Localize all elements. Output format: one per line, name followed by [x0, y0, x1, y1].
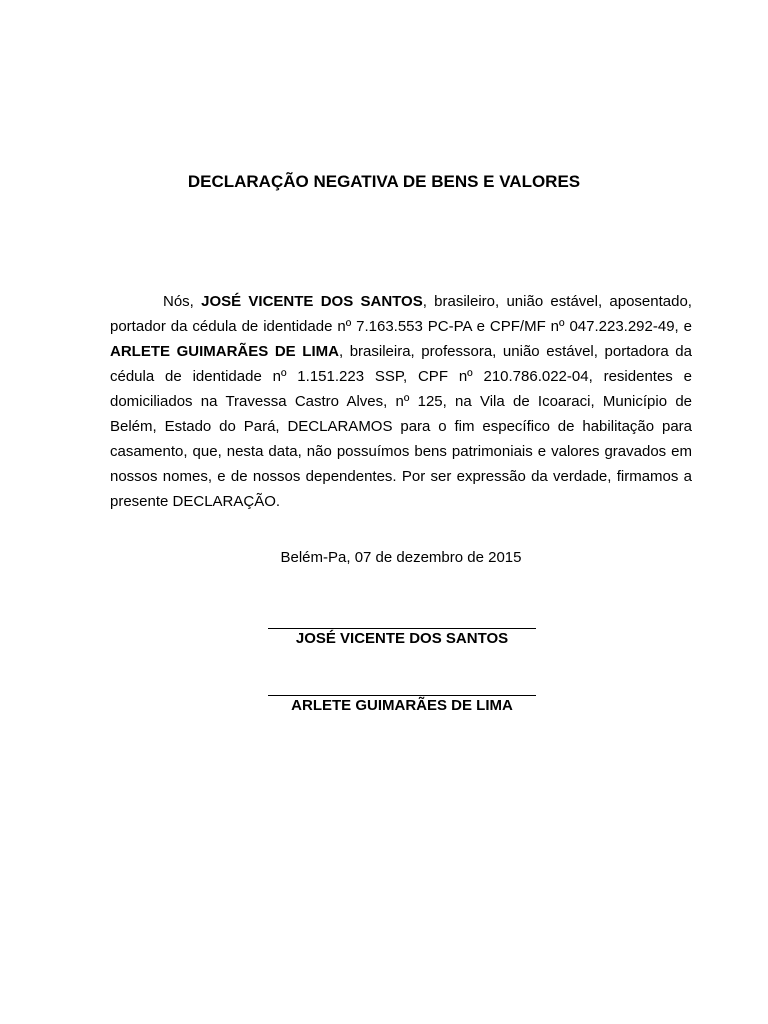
- signature-line: [268, 628, 536, 629]
- paragraph-text-3: , brasileira, professora, união estável, portadora da cédula de identidade nº 1.151.223 SSP, CPF nº 210.786.022-04, residentes e domiciliados na Travessa Castro Alves, nº 125, na Vila de Icoaraci, Município de Belém, Estado do Pará, DECLARAMOS para o fim específico de habilitação para casamento, que, nesta data, não possuímos bens patrimoniais e valores gravados em nossos nomes, e de nossos dependentes. Por ser expressão da verdade, firmamos a presente DECLARAÇÃO.: [110, 343, 692, 510]
- paragraph-text-1: Nós,: [163, 293, 202, 310]
- declarant-name-1: JOSÉ VICENTE DOS SANTOS: [201, 293, 423, 310]
- signatory-name: ARLETE GUIMARÃES DE LIMA: [291, 697, 513, 714]
- signatory-name: JOSÉ VICENTE DOS SANTOS: [295, 630, 509, 647]
- document-title: DECLARAÇÃO NEGATIVA DE BENS E VALORES: [187, 172, 581, 191]
- signature-block-2: [268, 695, 536, 714]
- signature-line: [268, 695, 536, 696]
- signature-block-1: [268, 628, 536, 647]
- declaration-paragraph: [110, 289, 692, 514]
- declarant-name-2: ARLETE GUIMARÃES DE LIMA: [110, 343, 339, 360]
- place-and-date: Belém-Pa, 07 de dezembro de 2015: [280, 549, 522, 566]
- paragraph-text-2: , brasileiro, união estável, aposentado, portador da cédula de identidade nº 7.163.553 PC-PA e CPF/MF nº 047.223.292-49, e: [110, 293, 692, 335]
